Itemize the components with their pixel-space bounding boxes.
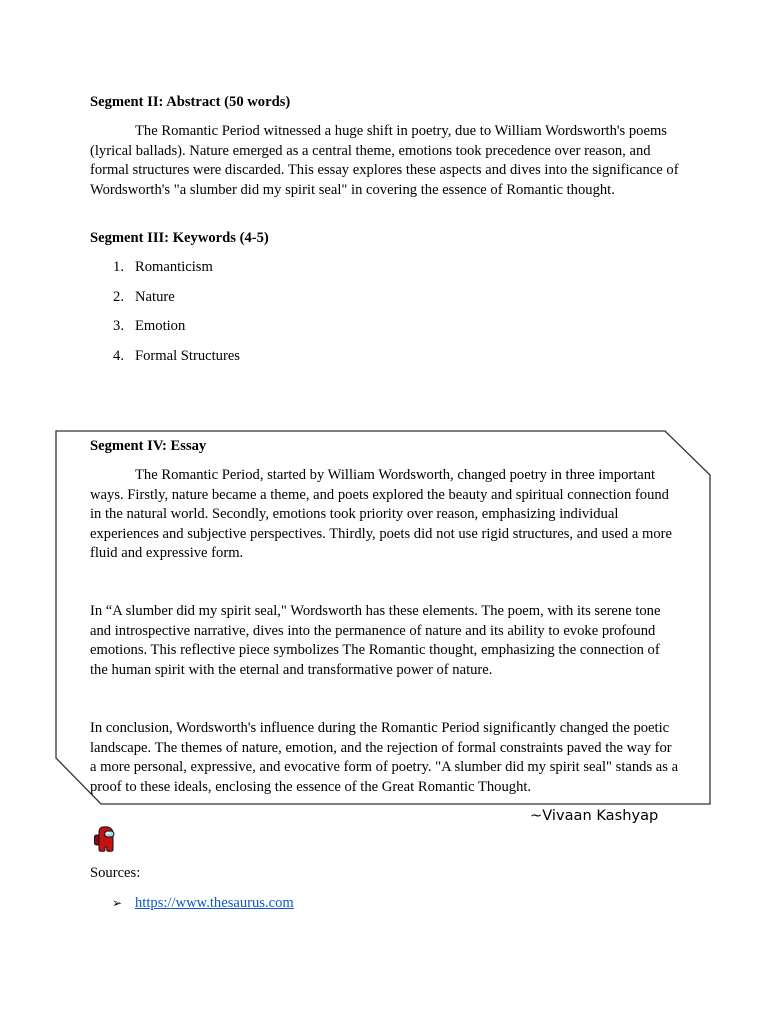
keyword-number: 3. — [113, 318, 124, 334]
keyword-text: Formal Structures — [135, 348, 240, 364]
essay-paragraph-2: In “A slumber did my spirit seal," Wordsworth has these elements. The poem, with its serene tone and introspective narrative, dives into the permanence of nature and its ability to evoke profound emotions. This reflective piece symbolizes The Romantic thought, emphasizing the connection of the human spirit with the eternal and transformative power of nature. — [90, 603, 661, 678]
keywords-heading: Segment III: Keywords (4-5) — [90, 230, 269, 246]
abstract-heading: Segment II: Abstract (50 words) — [90, 94, 291, 110]
red-crewmate-icon — [94, 826, 116, 852]
sources-label: Sources: — [90, 865, 141, 881]
source-link[interactable]: https://www.thesaurus.com — [135, 895, 294, 911]
keyword-text: Romanticism — [135, 259, 213, 275]
arrowhead-bullet-icon: ➢ — [112, 896, 123, 910]
keyword-number: 4. — [113, 348, 124, 364]
abstract-paragraph: The Romantic Period witnessed a huge shift in poetry, due to William Wordsworth's poems (lyrical ballads). Nature emerged as a central theme, emotions took precedence over reason, and formal structures were discarded. This essay explores these aspects and dives into the significance of Wordsworth's "a slumber did my spirit seal" in covering the essence of Romantic thought. — [90, 123, 679, 198]
essay-paragraph-1: The Romantic Period, started by William Wordsworth, changed poetry in three important ways. Firstly, nature became a theme, and poets explored the beauty and spiritual connection found in the natural world. Secondly, emotions took priority over reason, emphasizing individual experiences and subjective perspectives. Thirdly, poets did not use rigid structures, and used a more fluid and expressive form. — [90, 467, 672, 561]
keyword-text: Nature — [135, 289, 175, 305]
essay-heading: Segment IV: Essay — [90, 438, 207, 454]
keyword-text: Emotion — [135, 318, 186, 334]
keyword-number: 2. — [113, 289, 124, 305]
author-signature: ~Vivaan Kashyap — [530, 807, 659, 824]
essay-paragraph-3: In conclusion, Wordsworth's influence during the Romantic Period significantly changed the poetic landscape. The themes of nature, emotion, and the rejection of formal constraints paved the way for a more personal, expressive, and evocative form of poetry. "A slumber did my spirit seal" stands as a proof to these ideals, enclosing the essence of the Great Romantic Thought. — [90, 720, 679, 795]
keyword-number: 1. — [113, 259, 124, 275]
